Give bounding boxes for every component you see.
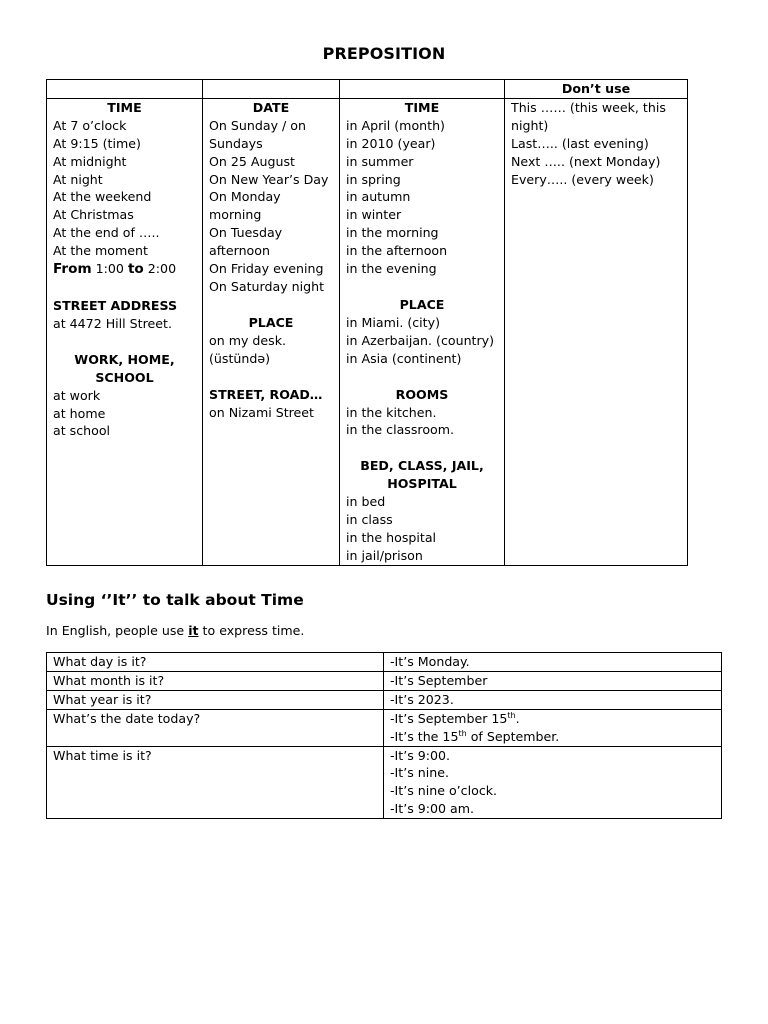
intro-before: In English, people use	[46, 623, 185, 638]
section-heading: STREET ADDRESS	[53, 297, 178, 313]
list-item: afternoon	[209, 243, 270, 259]
list-item: in the afternoon	[346, 243, 448, 259]
list-item: At midnight	[53, 153, 127, 169]
list-item: On Tuesday	[209, 225, 283, 241]
list-item: At Christmas	[53, 207, 134, 223]
table-row	[47, 671, 722, 690]
list-item: Next ….. (next Monday)	[511, 153, 661, 169]
table-body-row	[47, 98, 688, 565]
list-item: in jail/prison	[346, 547, 423, 563]
question-cell: What month is it?	[47, 671, 384, 690]
header-cell	[340, 80, 505, 99]
list-item: At 9:15 (time)	[53, 135, 141, 151]
list-item: at work	[53, 387, 101, 403]
list-item: On Saturday night	[209, 278, 325, 294]
answer-text: -It’s September 15	[390, 710, 508, 726]
intro-keyword: it	[188, 623, 199, 638]
list-item: in Miami. (city)	[346, 314, 440, 330]
section-heading: ROOMS	[395, 386, 449, 402]
list-item: in bed	[346, 494, 386, 510]
list-item: in Asia (continent)	[346, 350, 462, 366]
answer-text: of September.	[466, 728, 560, 744]
header-cell	[47, 80, 203, 99]
list-item: Sundays	[209, 135, 263, 151]
from-word: From	[53, 261, 92, 278]
list-item: Every….. (every week)	[511, 171, 654, 187]
section-heading: PLACE	[248, 314, 294, 330]
list-item: (üstündə)	[209, 350, 271, 366]
answer-line	[390, 710, 715, 728]
list-item: in April (month)	[346, 117, 445, 133]
list-item: in the kitchen.	[346, 404, 437, 420]
column-heading: TIME	[404, 99, 440, 115]
ordinal-suffix: th	[458, 728, 467, 738]
list-item: At the moment	[53, 243, 148, 259]
ordinal-suffix: th	[507, 710, 516, 720]
time-table	[46, 652, 722, 819]
intro-text	[46, 623, 304, 638]
to-time: 2:00	[147, 261, 177, 277]
list-item: in autumn	[346, 189, 411, 205]
column-at	[47, 98, 203, 565]
answer-line: -It’s 9:00 am.	[390, 801, 475, 817]
list-item: in the evening	[346, 261, 437, 277]
list-item: in Azerbaijan. (country)	[346, 332, 495, 348]
list-item: On New Year’s Day	[209, 171, 329, 187]
list-item: At the weekend	[53, 189, 152, 205]
from-time: 1:00	[95, 261, 124, 277]
list-item: in class	[346, 512, 393, 528]
answer-cell	[384, 746, 722, 819]
answer-line: -It’s 9:00.	[390, 747, 451, 763]
list-item: on my desk.	[209, 332, 287, 348]
answer-line	[390, 728, 715, 746]
question-cell: What time is it?	[47, 746, 384, 819]
section-heading: PLACE	[399, 296, 445, 312]
answer-text: .	[515, 710, 520, 726]
list-item: in the classroom.	[346, 422, 454, 438]
answer-text: -It’s the 15	[390, 728, 459, 744]
list-item: At 7 o’clock	[53, 117, 127, 133]
answer-cell	[384, 709, 722, 746]
list-item: in summer	[346, 153, 414, 169]
column-heading: TIME	[107, 99, 142, 115]
answer-cell: -It’s 2023.	[384, 690, 722, 709]
question-cell: What’s the date today?	[47, 709, 384, 746]
table-row	[47, 653, 722, 672]
list-item: in 2010 (year)	[346, 135, 436, 151]
list-item: in the morning	[346, 225, 439, 241]
question-cell: What year is it?	[47, 690, 384, 709]
list-item: at school	[53, 423, 111, 439]
to-word: to	[127, 261, 144, 278]
answer-line: -It’s nine.	[390, 765, 449, 781]
column-heading: DATE	[252, 99, 290, 115]
answer-cell: -It’s September	[384, 671, 722, 690]
section-title: Using ‘’It’’ to talk about Time	[46, 591, 304, 609]
list-item: On Friday evening	[209, 261, 324, 277]
table-header-row	[47, 80, 688, 99]
list-item: This …… (this week, this night)	[511, 99, 666, 133]
list-item: at 4472 Hill Street.	[53, 315, 172, 331]
header-cell	[203, 80, 340, 99]
list-item: at home	[53, 405, 106, 421]
table-row	[47, 746, 722, 819]
list-item: On Monday	[209, 189, 281, 205]
preposition-table	[46, 79, 688, 566]
from-to-item	[53, 260, 196, 279]
column-dont-use	[505, 98, 688, 565]
list-item: in winter	[346, 207, 402, 223]
answer-line: -It’s nine o’clock.	[390, 783, 498, 799]
list-item: in the hospital	[346, 529, 437, 545]
page-title: PREPOSITION	[322, 44, 446, 63]
column-in	[340, 98, 505, 565]
question-cell: What day is it?	[47, 653, 384, 672]
table-row	[47, 690, 722, 709]
list-item: in spring	[346, 171, 401, 187]
column-on	[203, 98, 340, 565]
list-item: Last….. (last evening)	[511, 135, 649, 151]
list-item: At the end of …..	[53, 225, 160, 241]
section-heading: STREET, ROAD…	[209, 386, 323, 402]
header-dont-use: Don’t use	[505, 80, 688, 99]
list-item: At night	[53, 171, 103, 187]
section-heading: WORK, HOME, SCHOOL	[74, 351, 175, 385]
section-heading: BED, CLASS, JAIL, HOSPITAL	[360, 458, 484, 492]
list-item: On Sunday / on	[209, 117, 306, 133]
list-item: morning	[209, 207, 262, 223]
answer-cell: -It’s Monday.	[384, 653, 722, 672]
intro-after: to express time.	[202, 623, 305, 638]
list-item: On 25 August	[209, 153, 295, 169]
table-row	[47, 709, 722, 746]
list-item: on Nizami Street	[209, 404, 314, 420]
